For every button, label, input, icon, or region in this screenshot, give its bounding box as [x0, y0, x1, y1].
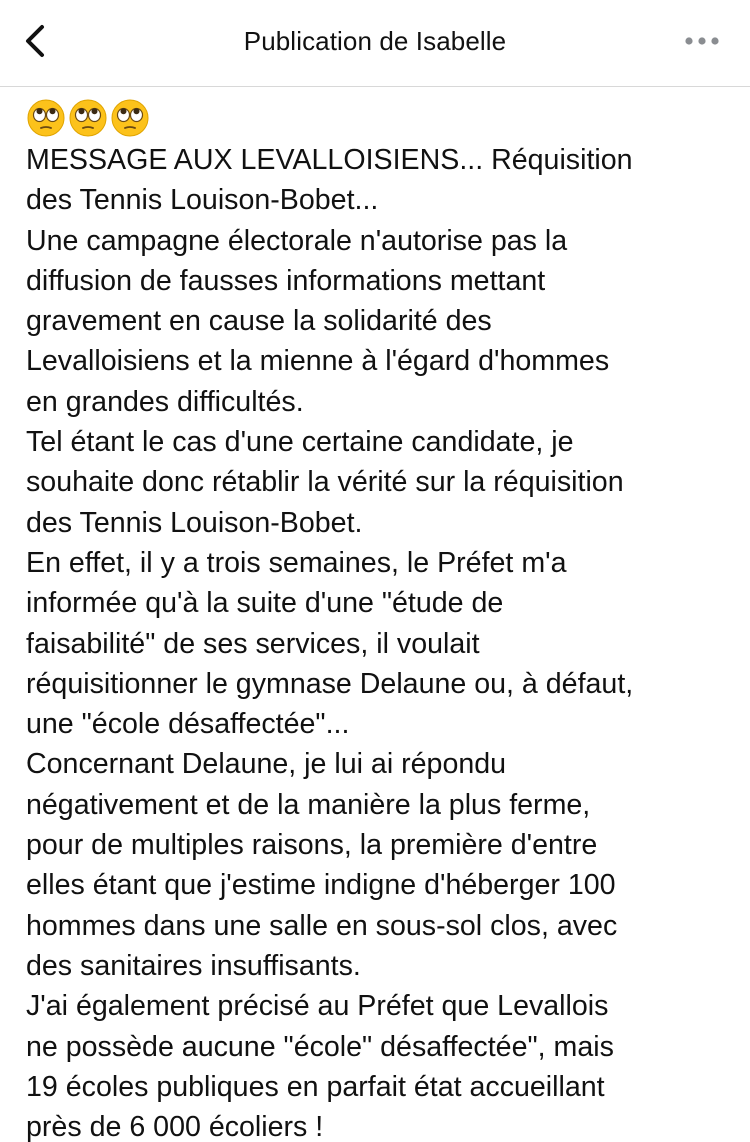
eye-roll-emoji-icon [110, 98, 150, 138]
more-options-button[interactable] [682, 26, 722, 56]
post-text-line: J'ai également précisé au Préfet que Levallois [26, 990, 609, 1023]
more-horizontal-icon [684, 36, 720, 46]
page-title: Publication de Isabelle [243, 26, 507, 56]
top-bar [0, 0, 750, 87]
post-text-line: Tel étant le cas d'une certaine candidate, je [26, 426, 574, 459]
post-text-line: en grandes difficultés. [26, 385, 304, 418]
eye-roll-emoji-icon [26, 98, 66, 138]
post-text-line: près de 6 000 écoliers ! [26, 1111, 324, 1142]
post-text-line: ne possède aucune "école" désaffectée", mais [26, 1030, 614, 1063]
post-text-line: hommes dans une salle en sous-sol clos, avec [26, 909, 618, 942]
post-text-line: souhaite donc rétablir la vérité sur la réquisition [26, 466, 624, 499]
post-text [26, 140, 736, 1142]
post-text-line: Levalloisiens et la mienne à l'égard d'hommes [26, 345, 610, 378]
post-text-line: 19 écoles publiques en parfait état accueillant [26, 1070, 605, 1103]
post-text-line: négativement et de la manière la plus ferme, [26, 788, 591, 821]
post-text-line: diffusion de fausses informations mettant [26, 264, 546, 297]
post-text-line: une "école désaffectée"... [26, 708, 350, 741]
post-content [26, 96, 736, 1142]
post-text-line: Concernant Delaune, je lui ai répondu [26, 748, 507, 781]
post-text-line: pour de multiples raisons, la première d'entre [26, 829, 598, 862]
emoji-row [26, 96, 736, 140]
post-text-line: En effet, il y a trois semaines, le Préfet m'a [26, 546, 567, 579]
post-text-line: réquisitionner le gymnase Delaune ou, à défaut, [26, 667, 634, 700]
post-text-line: faisabilité" de ses services, il voulait [26, 627, 480, 660]
post-text-line: des sanitaires insuffisants. [26, 949, 361, 982]
post-text-line: informée qu'à la suite d'une "étude de [26, 587, 504, 620]
post-text-line: des Tennis Louison-Bobet... [26, 184, 379, 217]
post-text-line: elles étant que j'estime indigne d'héberger 100 [26, 869, 616, 902]
post-text-line: gravement en cause la solidarité des [26, 305, 492, 338]
post-text-line: MESSAGE AUX LEVALLOISIENS... Réquisition [26, 144, 633, 176]
eye-roll-emoji-icon [68, 98, 108, 138]
post-text-line: des Tennis Louison-Bobet. [26, 506, 363, 539]
post-text-line: Une campagne électorale n'autorise pas la [26, 224, 568, 257]
